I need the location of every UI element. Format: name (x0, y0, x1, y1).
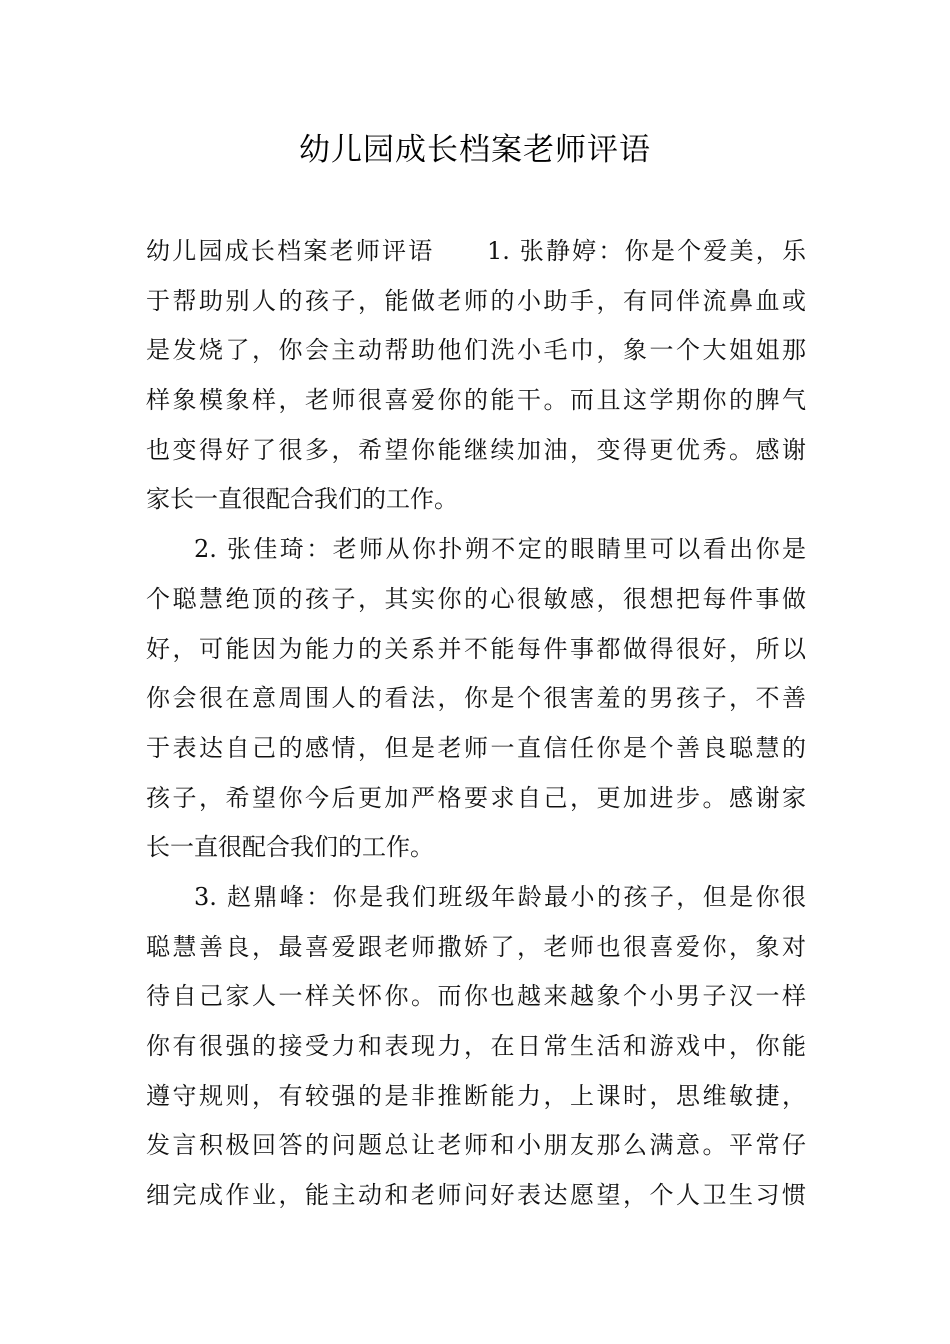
text-line: 于帮助别人的孩子，能做老师的小助手，有同伴流鼻血或 (146, 286, 806, 315)
text-line: 也变得好了很多，希望你能继续加油，变得更优秀。感谢 (146, 435, 806, 464)
text-line: 孩子，希望你今后更加严格要求自己，更加进步。感谢家 (146, 783, 806, 812)
text-line: 细完成作业，能主动和老师问好表达愿望，个人卫生习惯 (146, 1181, 806, 1210)
text-line: 3. 赵鼎峰：你是我们班级年龄最小的孩子，但是你很 (194, 882, 806, 911)
text-line: 是发烧了，你会主动帮助他们洗小毛巾，象一个大姐姐那 (146, 336, 806, 365)
text-line: 幼儿园成长档案老师评语 1. 张静婷：你是个爱美，乐 (146, 237, 806, 265)
text-line: 你会很在意周围人的看法，你是个很害羞的男孩子，不善 (146, 684, 806, 713)
document-title: 幼儿园成长档案老师评语 (299, 132, 651, 168)
text-line: 样象模象样，老师很喜爱你的能干。而且这学期你的脾气 (146, 386, 806, 415)
text-line: 聪慧善良，最喜爱跟老师撒娇了，老师也很喜爱你，象对 (146, 932, 806, 961)
text-line: 于表达自己的感情，但是老师一直信任你是个善良聪慧的 (146, 733, 806, 762)
text-line: 待自己家人一样关怀你。而你也越来越象个小男子汉一样 (146, 982, 806, 1011)
text-line: 遵守规则，有较强的是非推断能力，上课时，思维敏捷， (146, 1081, 806, 1110)
document-body (146, 227, 806, 1221)
text-line: 你有很强的接受力和表现力，在日常生活和游戏中，你能 (146, 1032, 806, 1060)
text-line: 2. 张佳琦：老师从你扑朔不定的眼睛里可以看出你是 (194, 535, 806, 564)
text-line: 长一直很配合我们的工作。 (146, 833, 434, 862)
text-line: 发言积极回答的问题总让老师和小朋友那么满意。平常仔 (146, 1131, 806, 1160)
text-line: 个聪慧绝顶的孩子，其实你的心很敏感，很想把每件事做 (146, 584, 806, 613)
text-line: 好，可能因为能力的关系并不能每件事都做得很好，所以 (146, 634, 806, 663)
text-line: 家长一直很配合我们的工作。 (146, 485, 458, 514)
